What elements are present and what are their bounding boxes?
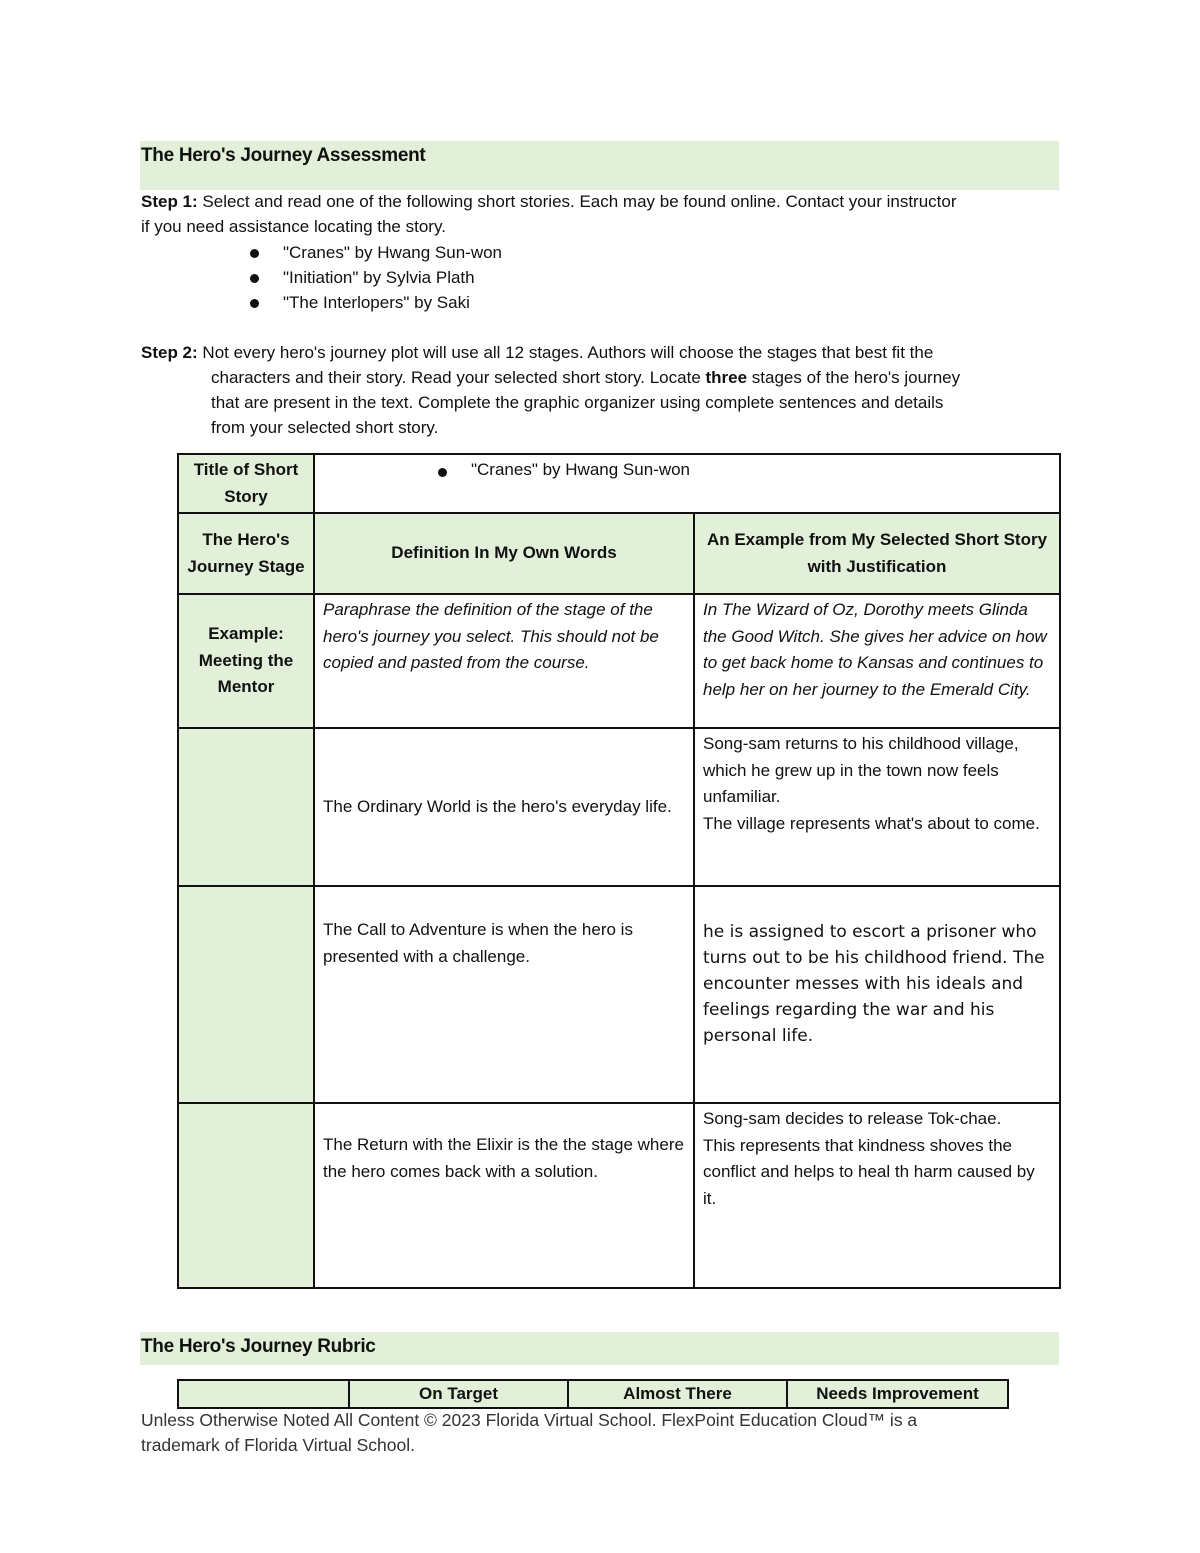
step1-label: Step 1: bbox=[141, 192, 198, 211]
stage-cell[interactable] bbox=[178, 728, 314, 886]
definition-cell[interactable]: The Call to Adventure is when the hero is presented with a challenge. bbox=[314, 886, 694, 1103]
list-item: "Initiation" by Sylvia Plath bbox=[250, 265, 502, 290]
list-item: "Cranes" by Hwang Sun-won bbox=[250, 240, 502, 265]
table-row bbox=[178, 454, 1060, 513]
example-cell[interactable]: he is assigned to escort a prisoner who turns out to be his childhood friend. The encounter messes with his ideals and feelings regarding the war and his personal life. bbox=[694, 886, 1060, 1103]
example-definition-cell: Paraphrase the definition of the stage of the hero's journey you select. This should not be copied and pasted from the course. bbox=[314, 594, 694, 728]
definition-cell[interactable]: The Return with the Elixir is the the stage where the hero comes back with a solution. bbox=[314, 1103, 694, 1288]
list-item: "The Interlopers" by Saki bbox=[250, 290, 502, 315]
rubric-header-almost-there: Almost There bbox=[568, 1380, 787, 1408]
col-header-example: An Example from My Selected Short Story with Justification bbox=[694, 513, 1060, 594]
col-header-definition: Definition In My Own Words bbox=[314, 513, 694, 594]
rubric-table bbox=[177, 1379, 1009, 1409]
footer-notice: Unless Otherwise Noted All Content © 2023 Florida Virtual School. FlexPoint Education Cloud™ is a trademark of Florida Virtual School. bbox=[141, 1410, 918, 1455]
table-row bbox=[178, 1380, 1008, 1408]
definition-cell[interactable]: The Ordinary World is the hero's everyday life. bbox=[314, 728, 694, 886]
title-value-cell[interactable]: "Cranes" by Hwang Sun-won bbox=[314, 454, 1060, 513]
example-cell[interactable]: Song-sam returns to his childhood village, which he grew up in the town now feels unfamiliar. The village represents what's about to come. bbox=[694, 728, 1060, 886]
table-row bbox=[178, 728, 1060, 886]
step1-text: Step 1: Select and read one of the following short stories. Each may be found online. Contact your instructor if you need assistance locating the story. bbox=[141, 192, 957, 236]
example-example-cell: In The Wizard of Oz, Dorothy meets Glinda the Good Witch. She gives her advice on how to get back home to Kansas and continues to help her on her journey to the Emerald City. bbox=[694, 594, 1060, 728]
table-row bbox=[178, 513, 1060, 594]
table-row bbox=[178, 886, 1060, 1103]
rubric-header-on-target: On Target bbox=[349, 1380, 568, 1408]
story-list bbox=[250, 240, 502, 315]
step2-label: Step 2: bbox=[141, 343, 198, 362]
graphic-organizer-table bbox=[177, 453, 1061, 1289]
rubric-title: The Hero's Journey Rubric bbox=[141, 1336, 376, 1357]
step2-text: Step 2: Not every hero's journey plot will use all 12 stages. Authors will choose the stages that best fit the characters and their story. Read your selected short story. Locate three stages of the hero's journey that are present in the text. Complete the graphic organizer using complete sentences and details from your selected short story. bbox=[141, 343, 961, 437]
example-stage-cell: Example: Meeting the Mentor bbox=[178, 594, 314, 728]
col-header-stage: The Hero's Journey Stage bbox=[178, 513, 314, 594]
rubric-header-needs-improvement: Needs Improvement bbox=[787, 1380, 1008, 1408]
title-label-cell: Title of Short Story bbox=[178, 454, 314, 513]
stage-cell[interactable] bbox=[178, 1103, 314, 1288]
table-row bbox=[178, 594, 1060, 728]
table-row bbox=[178, 1103, 1060, 1288]
rubric-header-blank bbox=[178, 1380, 349, 1408]
page-title: The Hero's Journey Assessment bbox=[141, 145, 426, 166]
stage-cell[interactable] bbox=[178, 886, 314, 1103]
example-cell[interactable]: Song-sam decides to release Tok-chae. This represents that kindness shoves the conflict and helps to heal th harm caused by it. bbox=[694, 1103, 1060, 1288]
